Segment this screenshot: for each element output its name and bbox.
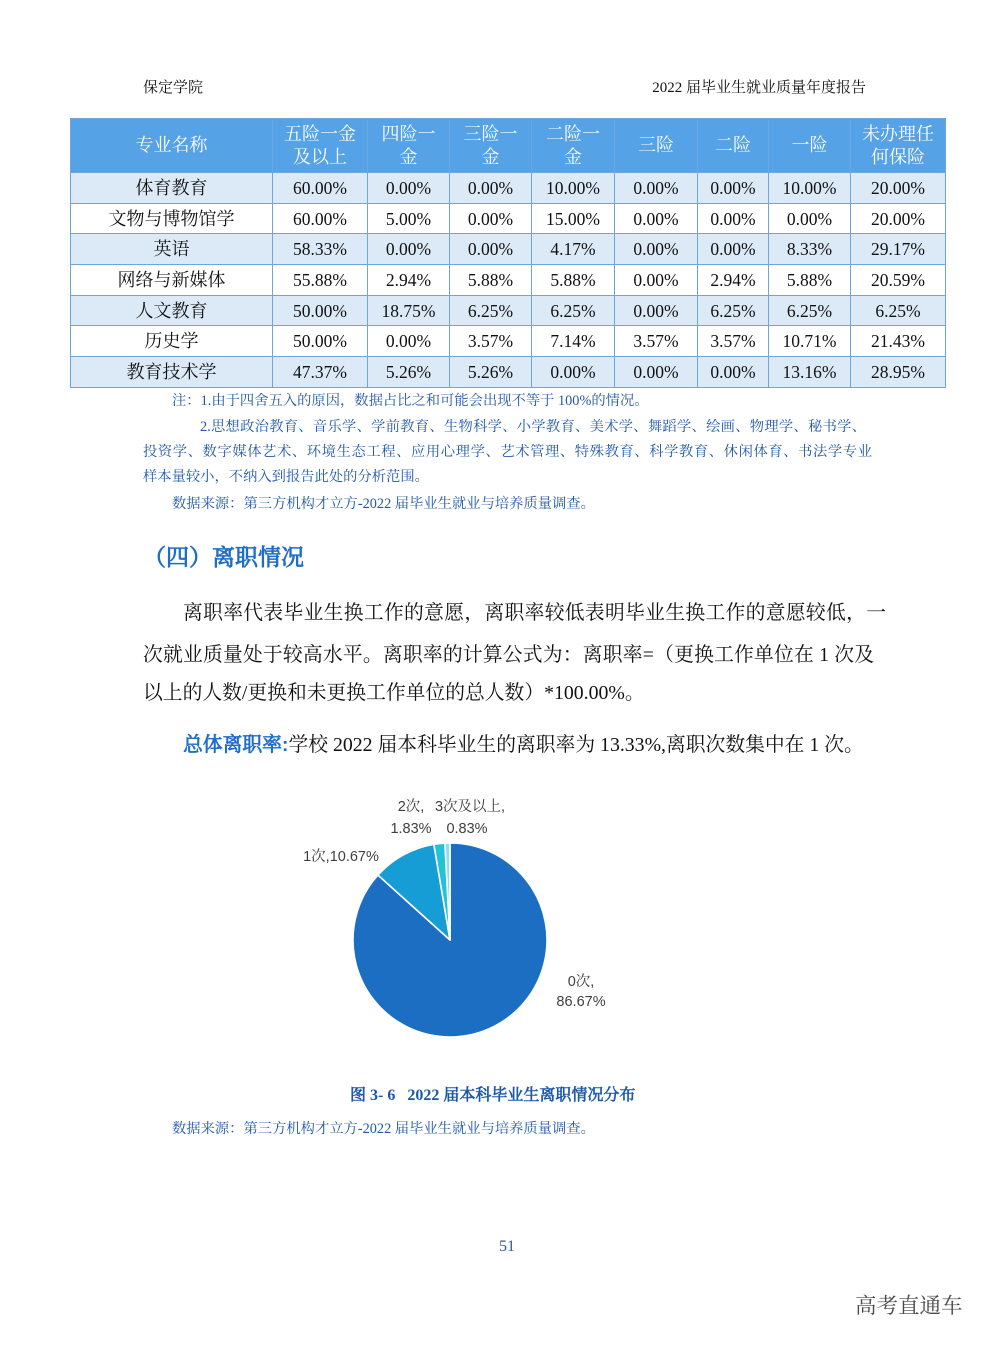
header-cell-coverage-3: [450, 119, 532, 173]
table-cell-value: 0.00%: [769, 203, 851, 234]
figure-caption: 图 3- 6 2022 届本科毕业生离职情况分布: [350, 1087, 636, 1104]
header-cell-coverage-2: [368, 119, 450, 173]
table-cell-major: 教育技术学: [71, 357, 273, 388]
table-note-2-line-2: 投资学、数字媒体艺术、环境生态工程、应用心理学、艺术管理、特殊教育、科学教育、休闲体育、书法学专业: [143, 444, 872, 460]
table-cell-value: 0.00%: [450, 234, 532, 265]
table-note-2-line-1: 2.思想政治教育、音乐学、学前教育、生物科学、小学教育、美术学、舞蹈学、绘画、物理学、秘书学、: [200, 419, 866, 435]
table-cell-value: 0.00%: [698, 234, 769, 265]
header-cell-major: [71, 119, 273, 173]
header-cell-text: 三险一: [463, 123, 518, 144]
table-cell-value: 5.00%: [368, 203, 450, 234]
header-cell-coverage-6: [698, 119, 769, 173]
table-cell-value: 10.71%: [769, 326, 851, 357]
table-cell-value: 28.95%: [851, 357, 946, 388]
header-cell-text: 四险一: [381, 123, 436, 144]
table-cell-value: 20.00%: [851, 173, 946, 204]
page-number: 51: [499, 1238, 515, 1255]
table-row: [71, 203, 946, 234]
table-cell-major: 人文教育: [71, 295, 273, 326]
table-row: [71, 173, 946, 204]
table-cell-major: 历史学: [71, 326, 273, 357]
header-cell-text: 及以上: [293, 146, 347, 167]
table-cell-value: 0.00%: [698, 173, 769, 204]
table-cell-value: 0.00%: [615, 295, 698, 326]
table-cell-major: 英语: [71, 234, 273, 265]
table-cell-value: 2.94%: [368, 265, 450, 296]
table-cell-value: 6.25%: [532, 295, 615, 326]
table-cell-value: 60.00%: [273, 203, 368, 234]
table-cell-value: 0.00%: [615, 234, 698, 265]
figure-data-source: 数据来源：第三方机构才立方-2022 届毕业生就业与培养质量调查。: [172, 1121, 595, 1137]
table-row: [71, 357, 946, 388]
table-cell-value: 50.00%: [273, 326, 368, 357]
header-cell-text: 金: [399, 146, 418, 167]
pie-label-two-times-name: 2次,: [397, 798, 425, 815]
table-cell-value: 20.00%: [851, 203, 946, 234]
table-cell-major: 体育教育: [71, 173, 273, 204]
table-cell-major: 网络与新媒体: [71, 265, 273, 296]
table-cell-value: 4.17%: [532, 234, 615, 265]
header-institution: 保定学院: [143, 80, 204, 96]
table-note-2-line-3: 样本量较小，不纳入到报告此处的分析范围。: [143, 469, 429, 485]
pie-label-zero-times-name: 0次,: [567, 973, 595, 990]
summary-text: 学校 2022 届本科毕业生的离职率为 13.33%,离职次数集中在 1 次。: [288, 734, 864, 756]
table-cell-major: 文物与博物馆学: [71, 203, 273, 234]
header-cell-text: 何保险: [871, 146, 925, 167]
header-cell-text: 一险: [791, 135, 828, 155]
pie-label-three-plus-times-name: 3次及以上,: [434, 798, 506, 815]
header-cell-text: 金: [564, 146, 582, 167]
header-cell-text: 三险: [638, 135, 674, 155]
table-cell-value: 20.59%: [851, 265, 946, 296]
table-cell-value: 0.00%: [698, 357, 769, 388]
table-cell-value: 0.00%: [368, 234, 450, 265]
turnover-pie-chart: [280, 790, 640, 1050]
header-report-title: 2022 届毕业生就业质量年度报告: [652, 80, 866, 96]
table-cell-value: 0.00%: [450, 203, 532, 234]
table-header-row: [71, 119, 946, 173]
table-cell-value: 6.25%: [698, 295, 769, 326]
header-cell-coverage-4: [532, 119, 615, 173]
table-cell-value: 0.00%: [698, 203, 769, 234]
header-cell-coverage-5: [615, 119, 698, 173]
table-cell-value: 6.25%: [851, 295, 946, 326]
table-cell-value: 0.00%: [615, 265, 698, 296]
header-cell-coverage-7: [769, 119, 851, 173]
watermark-text: 高考直通车: [855, 1294, 963, 1318]
section-heading: （四）离职情况: [143, 544, 304, 570]
table-cell-value: 47.37%: [273, 357, 368, 388]
pie-label-zero-times-value: 86.67%: [556, 993, 606, 1010]
header-cell-text: 金: [481, 146, 500, 167]
header-cell-text: 二险: [715, 135, 751, 155]
table-cell-value: 50.00%: [273, 295, 368, 326]
header-cell-coverage-8: [851, 119, 946, 173]
pie-label-two-times-value: 1.83%: [390, 820, 432, 837]
header-cell-coverage-1: [273, 119, 368, 173]
table-cell-value: 0.00%: [615, 203, 698, 234]
table-cell-value: 7.14%: [532, 326, 615, 357]
table-cell-value: 6.25%: [769, 295, 851, 326]
table-cell-value: 10.00%: [532, 173, 615, 204]
table-row: [71, 265, 946, 296]
insurance-coverage-table: [70, 118, 946, 388]
table-cell-value: 60.00%: [273, 173, 368, 204]
table-cell-value: 10.00%: [769, 173, 851, 204]
table-cell-value: 3.57%: [698, 326, 769, 357]
table-cell-value: 0.00%: [615, 357, 698, 388]
table-cell-value: 8.33%: [769, 234, 851, 265]
table-cell-value: 0.00%: [368, 173, 450, 204]
pie-label-three-plus-times-value: 0.83%: [446, 820, 488, 837]
table-cell-value: 3.57%: [615, 326, 698, 357]
table-note-1: 注：1.由于四舍五入的原因，数据占比之和可能会出现不等于 100%的情况。: [172, 393, 649, 409]
table-cell-value: 2.94%: [698, 265, 769, 296]
table-cell-value: 0.00%: [368, 326, 450, 357]
table-cell-value: 0.00%: [532, 357, 615, 388]
paragraph-line-2: 次就业质量处于较高水平。离职率的计算公式为：离职率=（更换工作单位在 1 次及: [143, 644, 874, 666]
table-cell-value: 5.88%: [450, 265, 532, 296]
table-row: [71, 326, 946, 357]
paragraph-line-1: 离职率代表毕业生换工作的意愿，离职率较低表明毕业生换工作的意愿较低，一: [183, 602, 886, 624]
table-row: [71, 234, 946, 265]
paragraph-line-3: 以上的人数/更换和未更换工作单位的总人数）*100.00%。: [143, 682, 645, 704]
header-cell-text: 专业名称: [135, 135, 208, 155]
table-cell-value: 5.88%: [769, 265, 851, 296]
header-cell-text: 五险一金: [284, 123, 356, 144]
pie-label-one-time-both: 1次,10.67%: [303, 848, 379, 865]
turnover-summary: [183, 731, 864, 759]
table-cell-value: 58.33%: [273, 234, 368, 265]
summary-label: 总体离职率:: [183, 734, 289, 756]
header-cell-text: 二险一: [546, 123, 600, 144]
table-cell-value: 21.43%: [851, 326, 946, 357]
table-cell-value: 0.00%: [615, 173, 698, 204]
table-cell-value: 0.00%: [450, 173, 532, 204]
table-cell-value: 5.88%: [532, 265, 615, 296]
table-cell-value: 3.57%: [450, 326, 532, 357]
table-header: [71, 119, 946, 173]
table-cell-value: 5.26%: [450, 357, 532, 388]
table-cell-value: 15.00%: [532, 203, 615, 234]
table-cell-value: 18.75%: [368, 295, 450, 326]
table-cell-value: 13.16%: [769, 357, 851, 388]
table-row: [71, 295, 946, 326]
table-cell-value: 55.88%: [273, 265, 368, 296]
table-cell-value: 6.25%: [450, 295, 532, 326]
table-cell-value: 29.17%: [851, 234, 946, 265]
table-data-source: 数据来源：第三方机构才立方-2022 届毕业生就业与培养质量调查。: [172, 496, 595, 512]
table-body: [71, 173, 946, 388]
table-cell-value: 5.26%: [368, 357, 450, 388]
header-cell-text: 未办理任: [862, 123, 934, 144]
